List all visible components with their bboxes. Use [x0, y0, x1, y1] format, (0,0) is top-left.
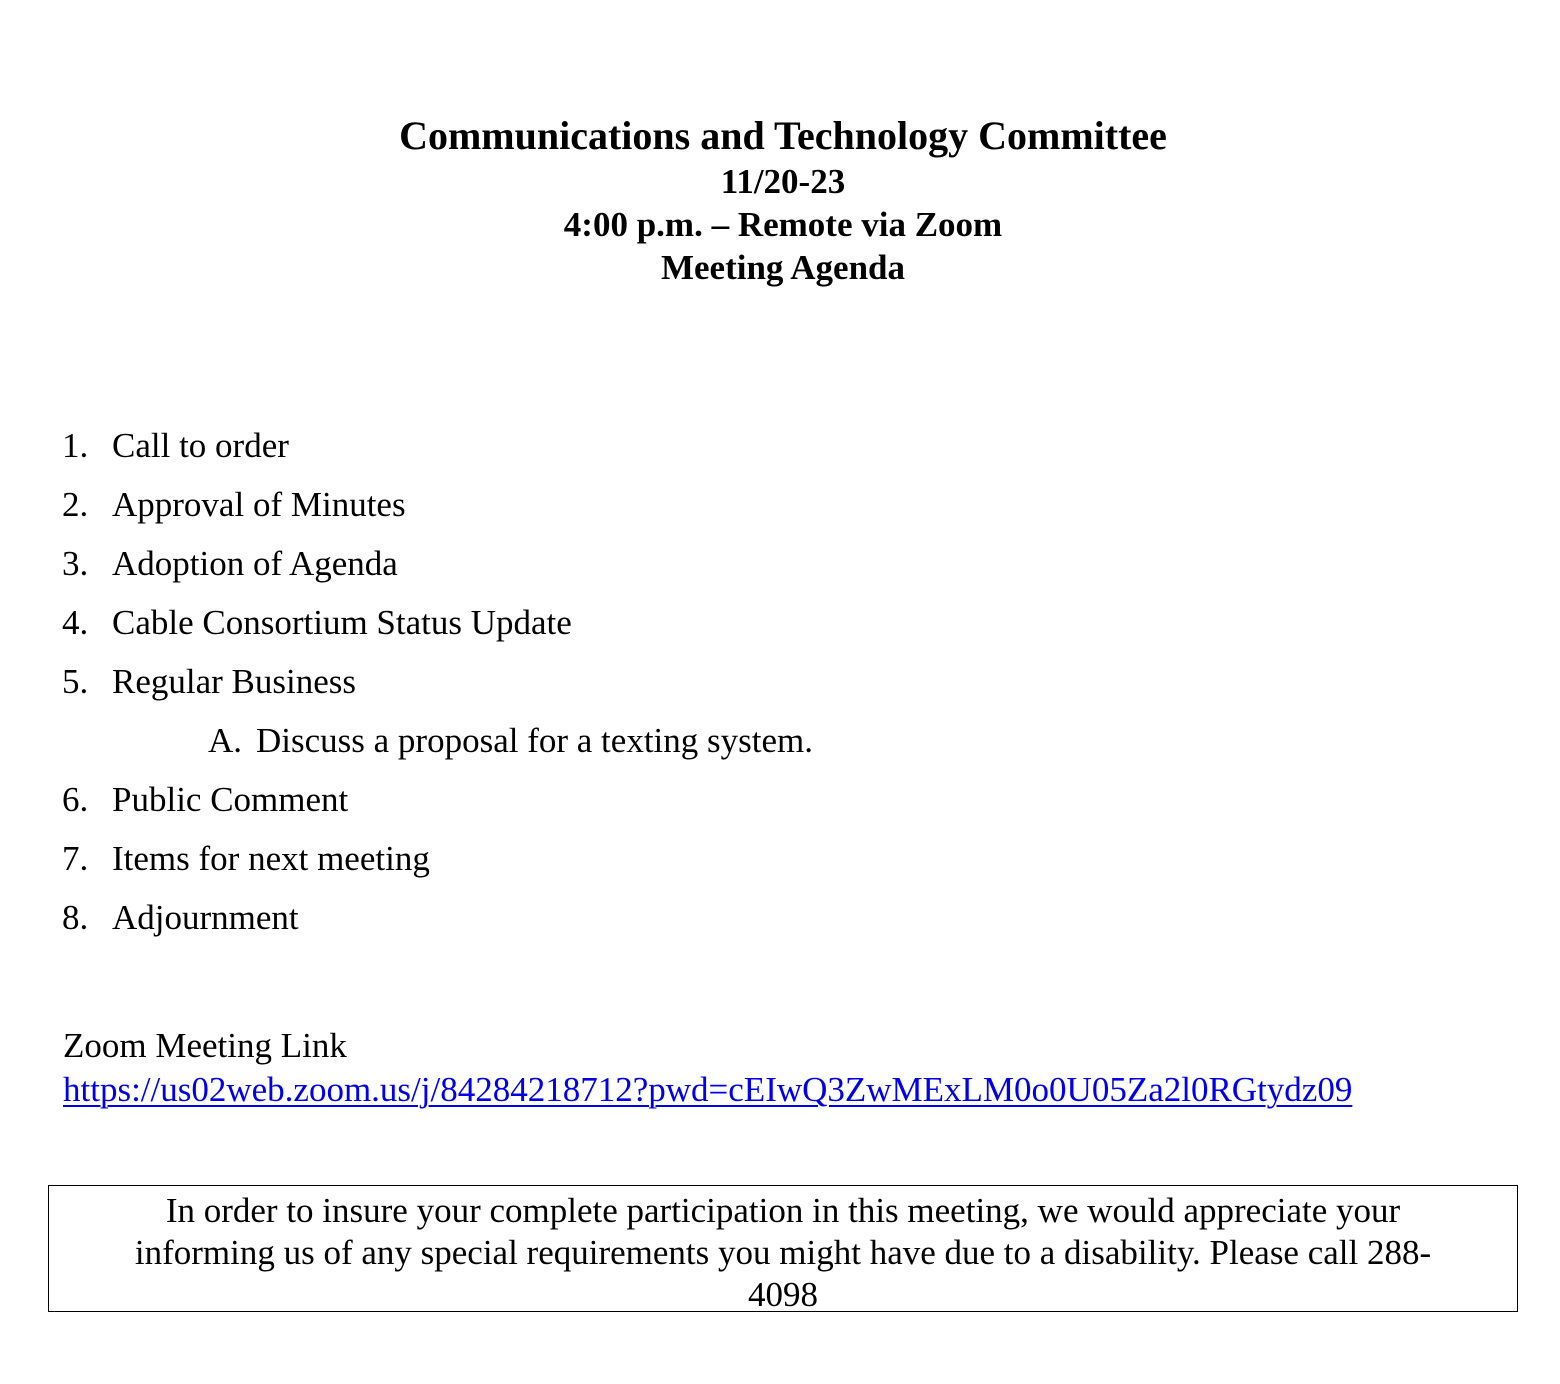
notice-line: 4098 [748, 1275, 818, 1314]
agenda-item-label: Items for next meeting [112, 839, 430, 878]
agenda-subitem-label: Discuss a proposal for a texting system. [256, 721, 813, 760]
agenda-item-label: Call to order [112, 426, 289, 465]
agenda-item [62, 896, 813, 955]
zoom-meeting-link[interactable]: https://us02web.zoom.us/j/84284218712?pwd=cEIwQ3ZwMExLM0o0U05Za2l0RGtydz09 [63, 1070, 1353, 1109]
agenda-item-label: Cable Consortium Status Update [112, 603, 572, 642]
committee-title: Communications and Technology Committee [399, 113, 1167, 158]
agenda-item-number: 5. [62, 662, 89, 701]
agenda-item-label: Adoption of Agenda [112, 544, 398, 583]
agenda-item-label: Adjournment [112, 898, 299, 937]
meeting-time-location: 4:00 p.m. – Remote via Zoom [563, 205, 1003, 244]
agenda-item-number: 2. [62, 485, 89, 524]
agenda-item-number: 7. [62, 839, 89, 878]
accessibility-notice-box [48, 1185, 1518, 1312]
agenda-list [62, 424, 813, 955]
agenda-item [62, 483, 813, 542]
agenda-item [62, 837, 813, 896]
zoom-link-label: Zoom Meeting Link [63, 1026, 347, 1065]
agenda-subitem-letter: A. [208, 721, 243, 760]
agenda-item-number: 6. [62, 780, 89, 819]
agenda-item-label: Approval of Minutes [112, 485, 406, 524]
agenda-item [62, 601, 813, 660]
zoom-section [63, 1024, 1352, 1112]
agenda-item-number: 8. [62, 898, 89, 937]
agenda-item-number: 1. [62, 426, 89, 465]
agenda-item-label: Public Comment [112, 780, 349, 819]
agenda-item-number: 3. [62, 544, 89, 583]
document-type: Meeting Agenda [660, 248, 905, 287]
notice-line: informing us of any special requirements you might have due to a disability. Please call 288- [134, 1233, 1432, 1272]
agenda-item [62, 542, 813, 601]
agenda-item [62, 660, 813, 719]
agenda-item-number: 4. [62, 603, 89, 642]
agenda-item [62, 424, 813, 483]
document-header [0, 112, 1560, 289]
notice-line: In order to insure your complete participation in this meeting, we would appreciate your [165, 1191, 1401, 1230]
meeting-date: 11/20-23 [720, 162, 846, 201]
agenda-subitem [62, 719, 813, 778]
agenda-item-label: Regular Business [112, 662, 357, 701]
agenda-item [62, 778, 813, 837]
